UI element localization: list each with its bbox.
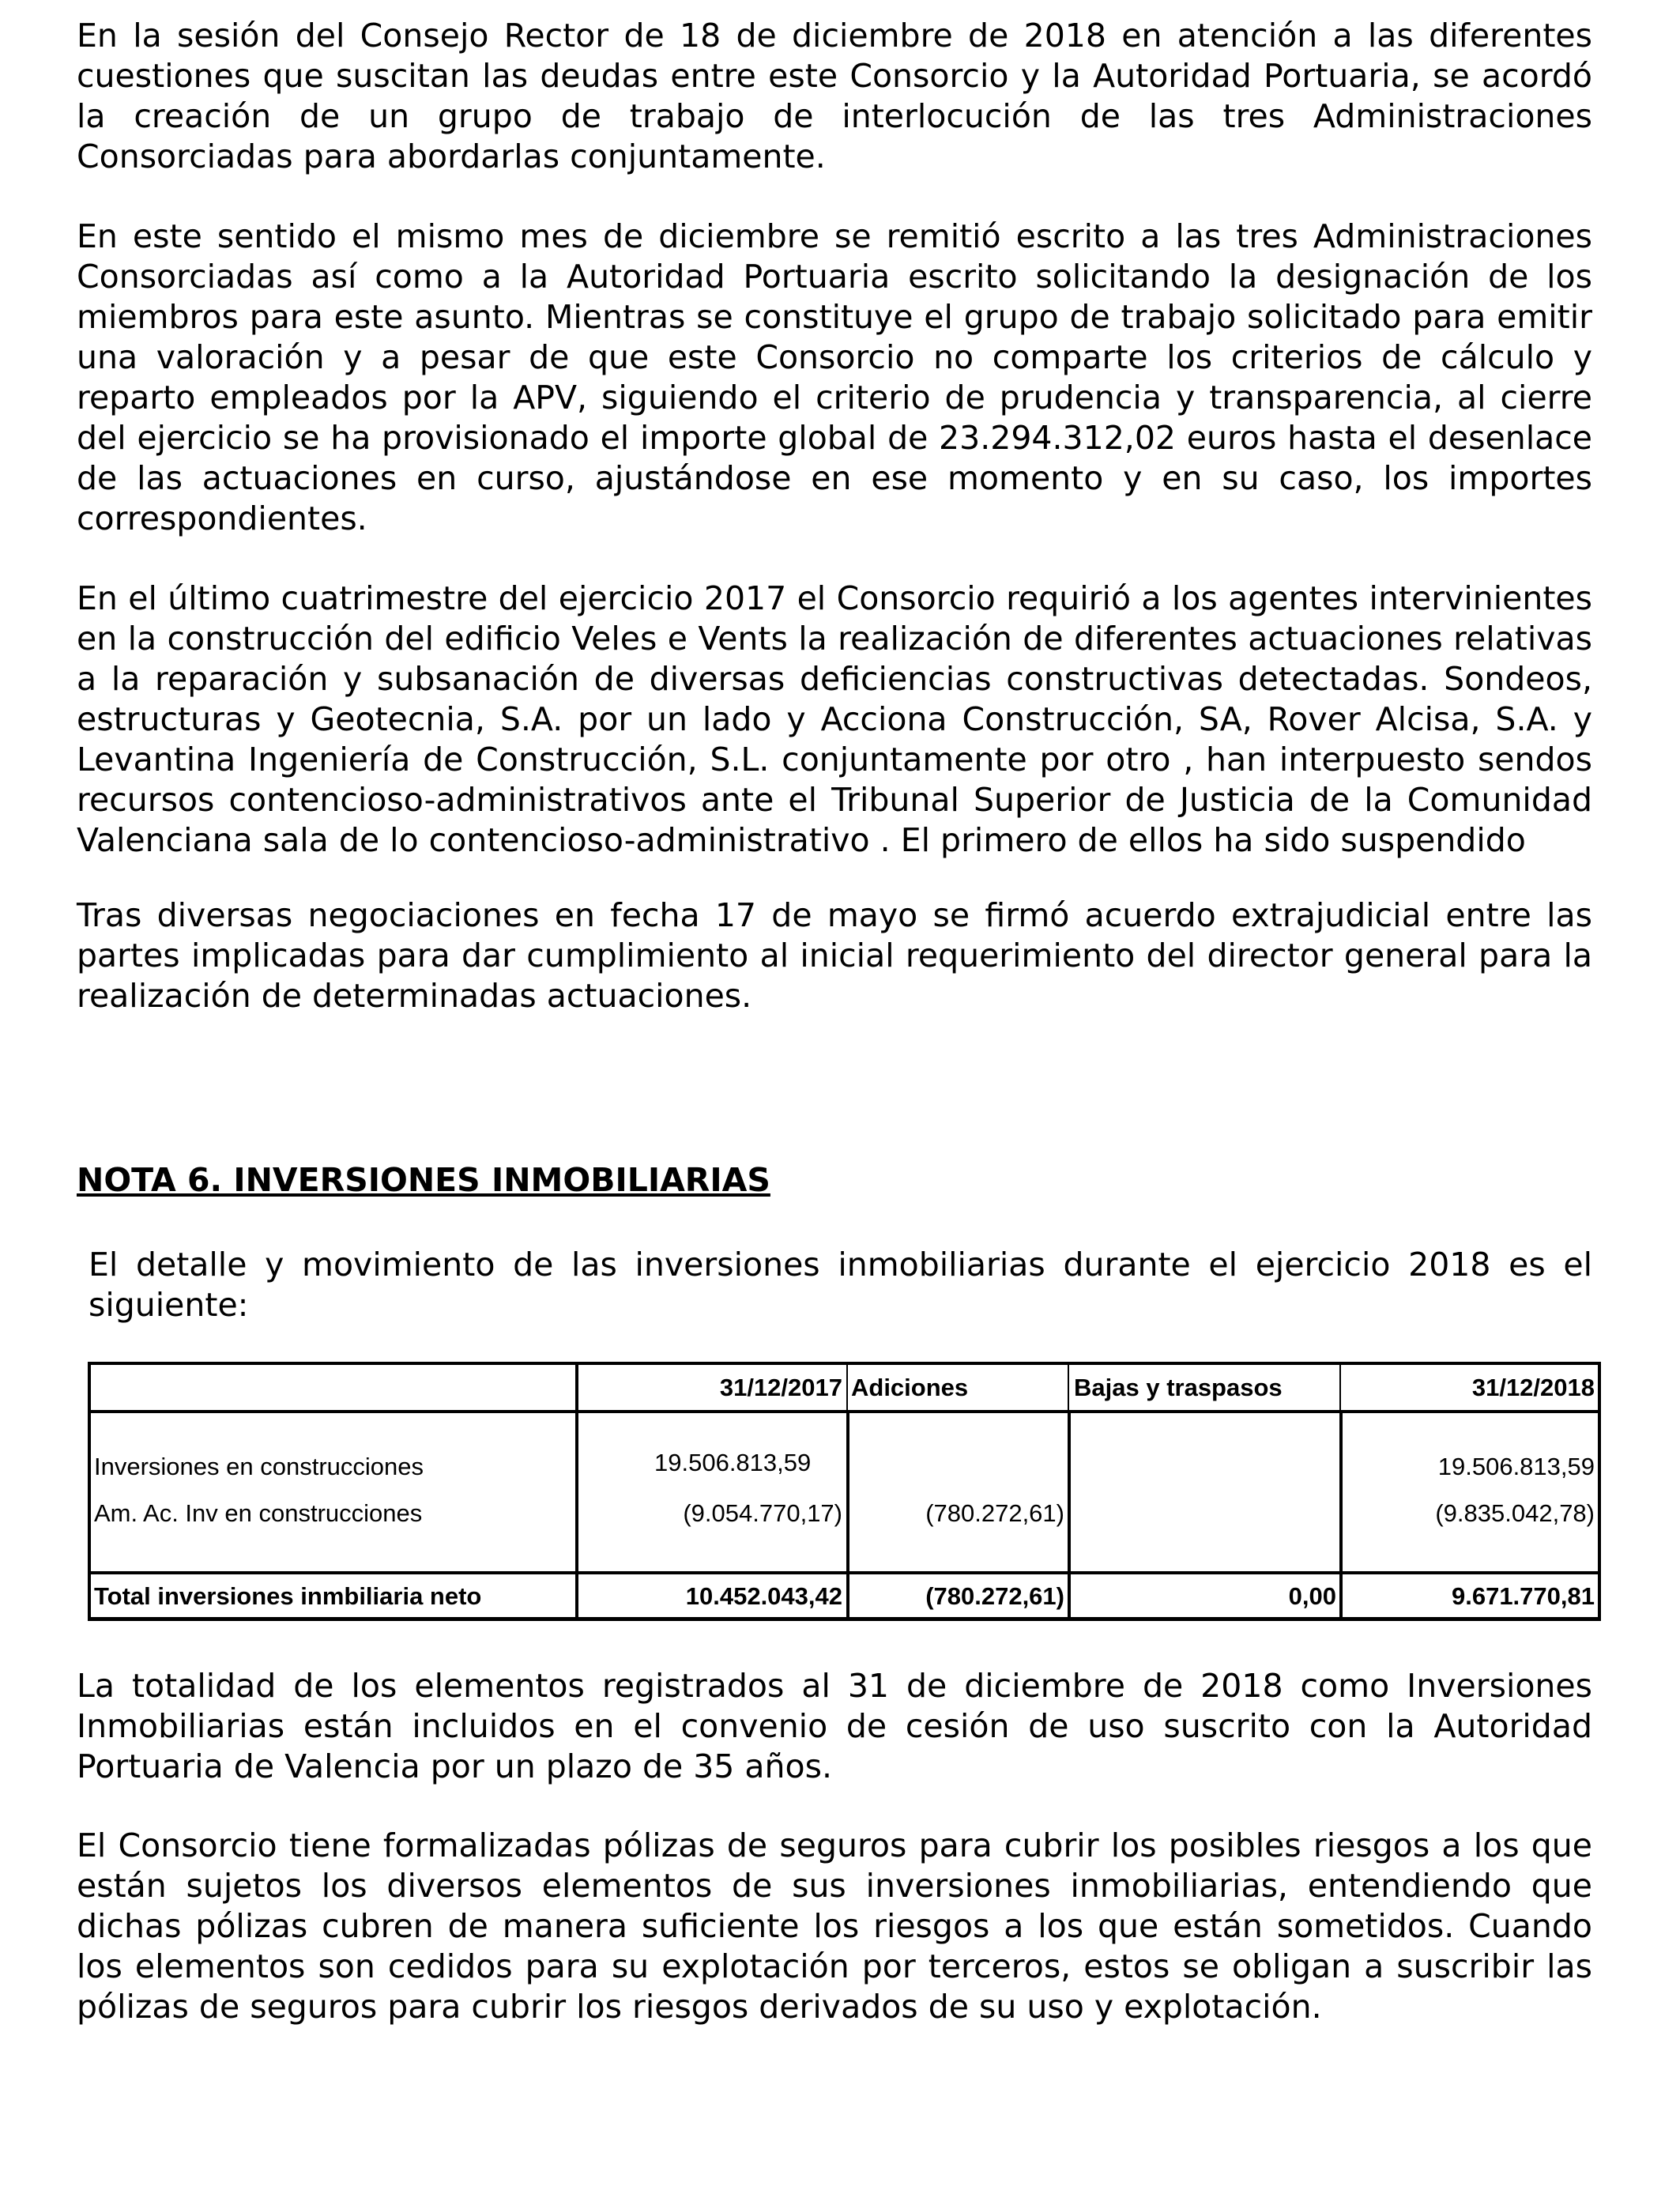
table-total-cell: 9.671.770,81 — [1451, 1582, 1595, 1610]
header-adiciones: Adiciones — [851, 1374, 969, 1401]
paragraph-provision: En este sentido el mismo mes de diciembre se remitió escrito a las tres Administraciones Consorciadas así como a la Autoridad Portuaria escrito solicitando la designación de los miembros para este asunto. Mientras se constituye el grupo de trabajo solicitado para emitir una valoración y a pesar de que este Consorcio no comparte los criterios de cálculo y reparto empleados por la APV, siguiendo el criterio de prudencia y transparencia, al cierre del ejercicio se ha provisionado el importe global de 23.294.312,02 euros hasta el desenlace de las actuaciones en curso, ajustándose en ese momento y en su caso, los importes correspondientes. — [77, 217, 1592, 537]
table-border — [88, 1571, 1601, 1574]
table-total-label: Total inversiones inmbiliaria neto — [94, 1582, 482, 1610]
table-divider — [1068, 1362, 1069, 1414]
table-divider — [1068, 1411, 1071, 1621]
table-border — [88, 1362, 1601, 1365]
table-divider — [846, 1362, 848, 1414]
table-cell: (780.272,61) — [925, 1499, 1064, 1527]
header-2017: 31/12/2017 — [719, 1374, 842, 1401]
table-cell: (9.054.770,17) — [683, 1499, 842, 1527]
section-intro: El detalle y movimiento de las inversiones inmobiliarias durante el ejercicio 2018 es el siguiente: — [89, 1246, 1592, 1324]
investments-table — [88, 1362, 1601, 1623]
table-border — [88, 1362, 91, 1621]
table-cell: 19.506.813,59 — [1437, 1453, 1595, 1480]
table-cell: (9.835.042,78) — [1435, 1499, 1595, 1527]
header-bajas: Bajas y traspasos — [1074, 1374, 1283, 1401]
table-total-cell: 10.452.043,42 — [685, 1582, 842, 1610]
table-divider — [1339, 1362, 1341, 1414]
paragraph-convenio: La totalidad de los elementos registrados al 31 de diciembre de 2018 como Inversiones Inmobiliarias están incluidos en el convenio de cesión de uso suscrito con la Autoridad Portuaria de Valencia por un plazo de 35 años. — [77, 1667, 1592, 1785]
table-row-label: Inversiones en construcciones — [94, 1453, 424, 1480]
table-cell: 19.506.813,59 — [654, 1449, 812, 1476]
paragraph-consejo-rector: En la sesión del Consejo Rector de 18 de diciembre de 2018 en atención a las diferentes cuestiones que suscitan las deudas entre este Consorcio y la Autoridad Portuaria, se acordó la creación de un grupo de trabajo de interlocución de las tres Administraciones Consorciadas para abordarlas conjuntamente. — [77, 17, 1592, 175]
table-row-label: Am. Ac. Inv en construcciones — [94, 1499, 423, 1527]
table-divider — [1339, 1411, 1343, 1621]
paragraph-polizas: El Consorcio tiene formalizadas pólizas de seguros para cubrir los posibles riesgos a los que están sujetos los diversos elementos de sus inversiones inmobiliarias, entendiendo que dichas pólizas cubren de manera suficiente los riesgos a los que están sometidos. Cuando los elementos son cedidos para su explotación por terceros, estos se obligan a suscribir las pólizas de seguros para cubrir los riesgos derivados de su uso y explotación. — [77, 1826, 1592, 2026]
table-border — [1598, 1362, 1601, 1621]
table-total-cell: 0,00 — [1288, 1582, 1336, 1610]
header-2018: 31/12/2018 — [1471, 1374, 1595, 1401]
section-heading: NOTA 6. INVERSIONES INMOBILIARIAS — [77, 1161, 770, 1199]
paragraph-acuerdo-extrajudicial: Tras diversas negociaciones en fecha 17 de mayo se firmó acuerdo extrajudicial entre las partes implicadas para dar cumplimiento al inicial requerimiento del director general para la realización de determinadas actuaciones. — [77, 896, 1592, 1015]
table-border — [88, 1410, 1601, 1413]
table-total-cell: (780.272,61) — [925, 1582, 1064, 1610]
paragraph-veles-e-vents: En el último cuatrimestre del ejercicio 2017 el Consorcio requirió a los agentes intervinientes en la construcción del edificio Veles e Vents la realización de diferentes actuaciones relativas a la reparación y subsanación de diversas deficiencias constructivas detectadas. Sondeos, estructuras y Geotecnia, S.A. por un lado y Acciona Construcción, SA, Rover Alcisa, S.A. y Levantina Ingeniería de Construcción, S.L. conjuntamente por otro , han interpuesto sendos recursos contencioso-administrativos ante el Tribunal Superior de Justicia de la Comunidad Valenciana sala de lo contencioso-administrativo . El primero de ellos ha sido suspendido — [77, 579, 1592, 859]
table-border — [88, 1617, 1601, 1621]
table-divider — [846, 1411, 849, 1621]
